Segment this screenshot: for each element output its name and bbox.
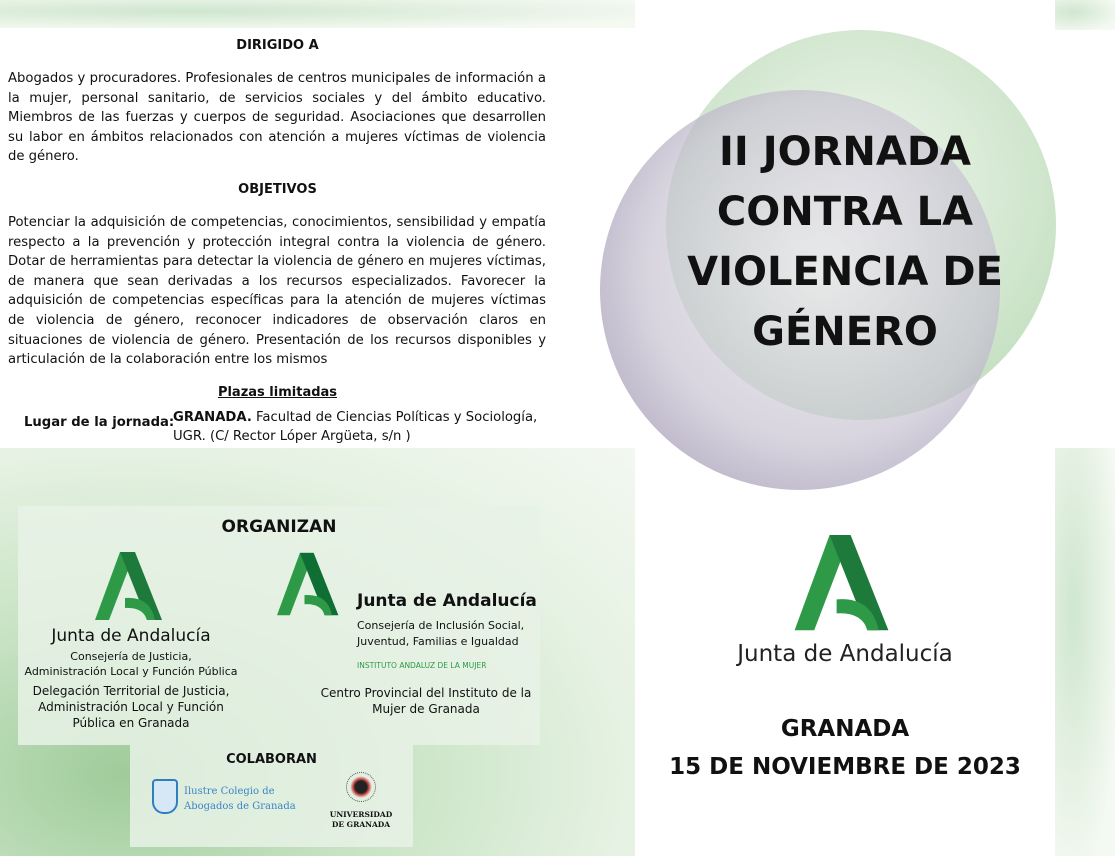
org1-sub3: Pública en Granada (72, 716, 190, 730)
org1-sub (18, 683, 244, 731)
org2-brand: Junta de Andalucía (357, 591, 537, 611)
ugr-name (325, 810, 397, 830)
ugr-seal-icon (346, 772, 376, 802)
cover-title-line2: CONTRA LA (716, 189, 974, 235)
colaboran-heading: COLABORAN (226, 752, 317, 767)
junta-logo-icon (793, 535, 897, 633)
org2-dept1: Consejería de Inclusión Social, (357, 619, 525, 632)
cover-city: GRANADA (780, 716, 910, 742)
objetivos-heading: OBJETIVOS (238, 182, 317, 197)
lugar-value (173, 408, 537, 446)
lugar-line1: Facultad de Ciencias Políticas y Sociología, (256, 410, 538, 425)
org1-sub2: Administración Local y Función (38, 700, 224, 714)
watercolor-right-bottom (1055, 448, 1115, 856)
watercolor-right-top (1055, 0, 1115, 30)
plazas-limitadas: Plazas limitadas (217, 385, 338, 400)
dirigido-heading: DIRIGIDO A (236, 38, 319, 53)
icag-name (184, 784, 296, 814)
org2-dept (357, 618, 524, 650)
icag-shield-icon (152, 779, 178, 814)
org1-sub1: Delegación Territorial de Justicia, (32, 684, 230, 698)
lugar-city: GRANADA. (173, 410, 252, 425)
cover-brand: Junta de Andalucía (737, 641, 953, 667)
ugr-line2: DE GRANADA (331, 820, 391, 829)
cover-title-line3: VIOLENCIA DE (687, 249, 1003, 295)
junta-logo-icon (277, 552, 343, 618)
org2-sub2: Mujer de Granada (372, 702, 480, 716)
junta-logo-icon (95, 552, 167, 622)
org1-brand: Junta de Andalucía (51, 626, 211, 646)
organizan-heading: ORGANIZAN (221, 517, 337, 537)
org2-dept2: Juventud, Familias e Igualdad (357, 635, 519, 648)
org1-dept (18, 649, 244, 679)
objetivos-text: Potenciar la adquisición de competencias, conocimientos, sensibilidad y empatía respecto a la prevención y protección integral contra la violencia de género. Dotar de herramientas para detectar la violencia de género en mujeres víctimas, de manera que sean derivadas a los recursos especializados. Favorecer la adquisición de competencias específicas para la atención de mujeres víctimas de violencia de género, reconocer indicadores de observación claros en situaciones de violencia de género. Presentación de los recursos disponibles y articulación de la colaboración entre los mismos (8, 215, 546, 368)
cover-title (670, 122, 1020, 362)
org1-dept2: Administración Local y Función Pública (24, 665, 238, 678)
watercolor-top-strip (0, 0, 635, 28)
org1-dept1: Consejería de Justicia, (70, 650, 192, 663)
lugar-line2: UGR. (C/ Rector Lóper Argüeta, s/n ) (173, 429, 411, 444)
cover-title-line1: II JORNADA (719, 129, 971, 175)
lugar-label: Lugar de la jornada: (24, 415, 175, 430)
org2-sub1: Centro Provincial del Instituto de la (320, 686, 532, 700)
org2-sub (310, 685, 542, 717)
cover-date: 15 DE NOVIEMBRE DE 2023 (669, 754, 1021, 780)
org2-inst: INSTITUTO ANDALUZ DE LA MUJER (357, 661, 487, 670)
icag-line2: Abogados de Granada (184, 801, 296, 812)
dirigido-text: Abogados y procuradores. Profesionales de centros municipales de información a la mujer, personal sanitario, de servicios sociales y del ámbito educativo. Miembros de las fuerzas y cuerpos de seguridad. Asociaciones que desarrollen su labor en ámbitos relacionados con atención a mujeres víctimas de violencia de género. (8, 71, 546, 165)
cover-title-line4: GÉNERO (752, 309, 938, 355)
ugr-line1: UNIVERSIDAD (329, 810, 393, 819)
icag-line1: Ilustre Colegio de (184, 786, 275, 797)
